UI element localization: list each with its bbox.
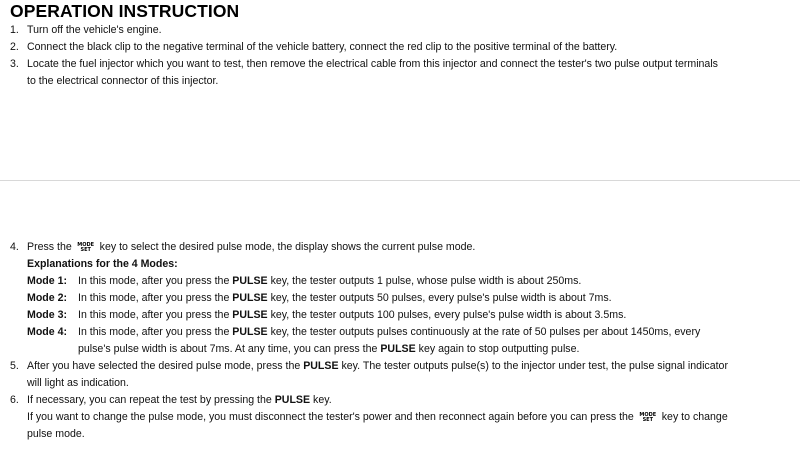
pulse-key-word: PULSE bbox=[232, 292, 268, 304]
mode-2-label: Mode 2: bbox=[27, 292, 68, 304]
pulse-key-word: PULSE bbox=[303, 360, 339, 372]
step-2-text: Connect the black clip to the negative terminal of the vehicle battery, connect the red clip to the positive terminal of the battery. bbox=[27, 41, 618, 53]
step-6-text-line3: pulse mode. bbox=[27, 428, 85, 440]
mode-set-key-icon: MODE SET bbox=[639, 412, 657, 423]
section-divider bbox=[0, 180, 800, 181]
step-number-5: 5. bbox=[10, 360, 19, 372]
step-5-text-line2: will light as indication. bbox=[27, 377, 129, 389]
step-number-4: 4. bbox=[10, 241, 19, 253]
step-number-6: 6. bbox=[10, 394, 19, 406]
step-4-pre: Press the bbox=[27, 241, 72, 253]
mode-set-key-icon: MODE SET bbox=[77, 242, 95, 253]
page-title: OPERATION INSTRUCTION bbox=[10, 1, 240, 21]
step-4-post: key to select the desired pulse mode, the display shows the current pulse mode. bbox=[99, 241, 476, 253]
mode-4-text-cont: pulse's pulse width is about 7ms. At any time, you can press the PULSE key again to stop outputting pulse. bbox=[78, 343, 580, 355]
mode-4-label: Mode 4: bbox=[27, 326, 68, 338]
step-4-text bbox=[27, 240, 475, 255]
explanations-heading: Explanations for the 4 Modes: bbox=[27, 258, 178, 270]
pulse-key-word: PULSE bbox=[232, 309, 268, 321]
step-5-text: After you have selected the desired pulse mode, press the PULSE key. The tester outputs pulse(s) to the injector under test, the pulse signal indicator bbox=[27, 360, 728, 372]
step-3-text-line2: to the electrical connector of this injector. bbox=[27, 75, 219, 87]
step-number-2: 2. bbox=[10, 41, 19, 53]
mode-1-text: In this mode, after you press the PULSE key, the tester outputs 1 pulse, whose pulse width is about 250ms. bbox=[78, 275, 582, 287]
pulse-key-word: PULSE bbox=[274, 394, 311, 406]
step-1-text: Turn off the vehicle's engine. bbox=[27, 24, 162, 36]
pulse-key-word: PULSE bbox=[232, 275, 268, 287]
pulse-key-word: PULSE bbox=[380, 343, 416, 355]
step-number-3: 3. bbox=[10, 58, 19, 70]
mode-3-label: Mode 3: bbox=[27, 309, 68, 321]
step-6-text: If necessary, you can repeat the test by pressing the PULSE key. bbox=[27, 394, 332, 406]
step-6-text-line2: If you want to change the pulse mode, you must disconnect the tester's power and then reconnect again before you can press the MODE SET key to change bbox=[27, 411, 728, 423]
mode-4-text: In this mode, after you press the PULSE key, the tester outputs pulses continuously at the rate of 50 pulses per about 1450ms, every bbox=[78, 326, 701, 338]
mode-2-text: In this mode, after you press the PULSE key, the tester outputs 50 pulses, every pulse's pulse width is about 7ms. bbox=[78, 292, 612, 304]
step-number-1: 1. bbox=[10, 24, 19, 36]
step-3-text-line1: Locate the fuel injector which you want to test, then remove the electrical cable from this injector and connect the tester's two pulse output terminals bbox=[27, 58, 718, 70]
mode-3-text: In this mode, after you press the PULSE key, the tester outputs 100 pulses, every pulse's pulse width is about 3.5ms. bbox=[78, 309, 627, 321]
mode-1-label: Mode 1: bbox=[27, 275, 68, 287]
pulse-key-word: PULSE bbox=[232, 326, 268, 338]
